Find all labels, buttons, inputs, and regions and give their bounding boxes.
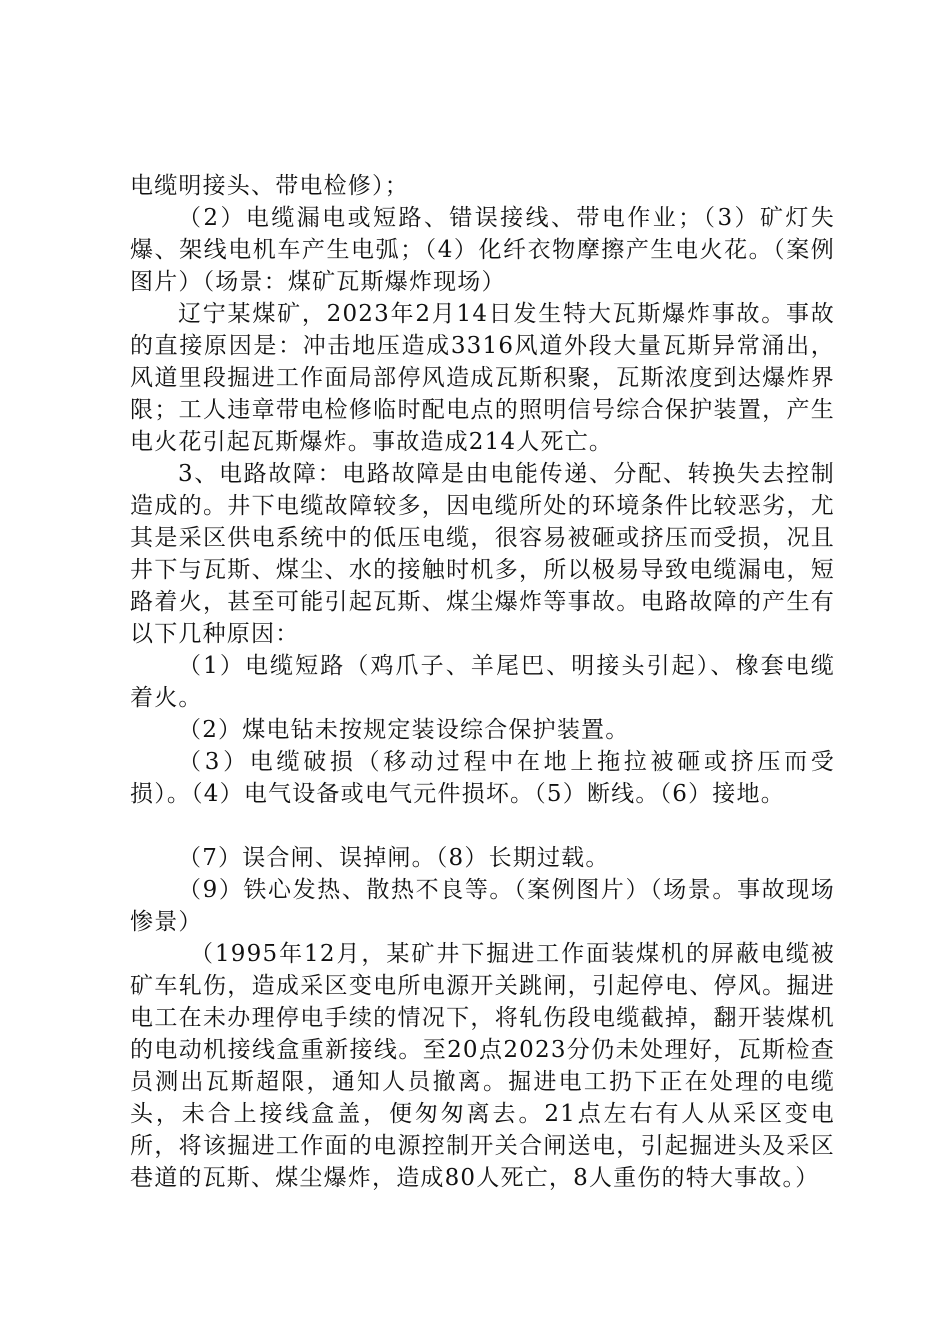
paragraph-cause-1: （1）电缆短路（鸡爪子、羊尾巴、明接头引起）、橡套电缆着火。 [130, 653, 835, 711]
document-body [130, 170, 835, 1194]
paragraph-circuit-fault: 3、电路故障：电路故障是由电能传递、分配、转换失去控制造成的。井下电缆故障较多，因电缆所处的环境条件比较恶劣，尤其是采区供电系统中的低压电缆，很容易被砸或挤压而受损，况且井下与瓦斯、煤尘、水的接触时机多，所以极易导致电缆漏电，短路着火，甚至可能引起瓦斯、煤尘爆炸等事故。电路故障的产生有以下几种原因： [130, 461, 835, 647]
paragraph-cause-9: （9）铁心发热、散热不良等。（案例图片）（场景。事故现场惨景） [130, 877, 835, 935]
paragraph-liaoning-case: 辽宁某煤矿，2023年2月14日发生特大瓦斯爆炸事故。事故的直接原因是：冲击地压造成3316风道外段大量瓦斯异常涌出，风道里段掘进工作面局部停风造成瓦斯积聚，瓦斯浓度到达爆炸界限；工人违章带电检修临时配电点的照明信号综合保护装置，产生电火花引起瓦斯爆炸。事故造成214人死亡。 [130, 301, 835, 455]
paragraph-continuation: 电缆明接头、带电检修）； [130, 173, 409, 199]
paragraph-ignition-causes: （2）电缆漏电或短路、错误接线、带电作业；（3）矿灯失爆、架线电机车产生电弧；（4）化纤衣物摩擦产生电火花。（案例图片）（场景：煤矿瓦斯爆炸现场） [130, 205, 835, 295]
paragraph-cause-2: （2）煤电钻未按规定装设综合保护装置。 [178, 717, 630, 743]
paragraph-1995-case: （1995年12月，某矿井下掘进工作面装煤机的屏蔽电缆被矿车轧伤，造成采区变电所电源开关跳闸，引起停电、停风。掘进电工在未办理停电手续的情况下，将轧伤段电缆截掉，翻开装煤机的电动机接线盒重新接线。至20点2023分仍未处理好，瓦斯检查员测出瓦斯超限，通知人员撤离。掘进电工扔下正在处理的电缆头，未合上接线盒盖，便匆匆离去。21点左右有人从采区变电所，将该掘进工作面的电源控制开关合闸送电，引起掘进头及采区巷道的瓦斯、煤尘爆炸，造成80人死亡，8人重伤的特大事故。） [130, 941, 835, 1191]
paragraph-cause-7-8: （7）误合闸、误掉闸。（8）长期过载。 [178, 845, 610, 871]
paragraph-cause-3-6: （3）电缆破损（移动过程中在地上拖拉被砸或挤压而受损）。（4）电气设备或电气元件损坏。（5）断线。（6）接地。 [130, 749, 835, 807]
